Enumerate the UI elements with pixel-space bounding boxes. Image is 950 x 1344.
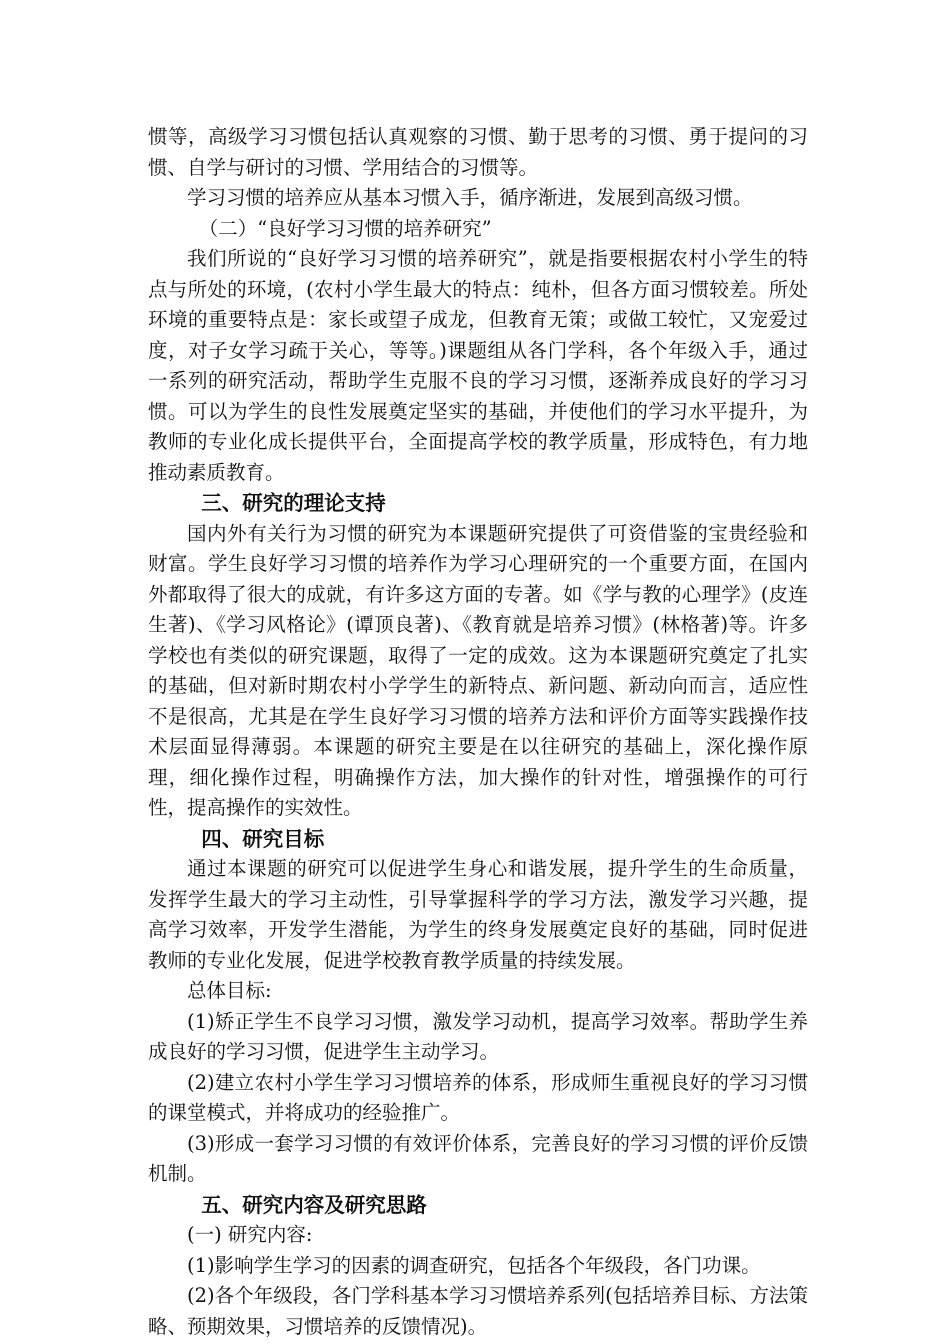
paragraph-habit-cultivation: 学习习惯的培养应从基本习惯入手，循序渐进，发展到高级习惯。 (187, 186, 753, 209)
content-item-2: (2)各个年级段，各门学科基本学习习惯培养系列(包括培养目标、方法策略、预期效果，习惯培养的反馈情况)。 (148, 1284, 808, 1338)
section-heading-5: 五、研究内容及研究思路 (201, 1192, 427, 1217)
overall-goal-label: 总体目标: (187, 979, 272, 1002)
subsection-title-2: （二）“良好学习习惯的培养研究” (198, 216, 492, 240)
subsection-title-content: (一) 研究内容: (187, 1223, 313, 1246)
section-heading-3: 三、研究的理论支持 (201, 491, 386, 515)
goal-item-2: (2)建立农村小学生学习习惯培养的体系，形成师生重视良好的学习习惯的课堂模式，并将成功的经验推广。 (148, 1070, 808, 1124)
paragraph-theory-support: 国内外有关行为习惯的研究为本课题研究提供了可资借鉴的宝贵经验和财富。学生良好学习习惯的培养作为学习心理研究的一个重要方面，在国内外都取得了很大的成就，有许多这方面的专著。如《学与教的心理学》(皮连生著)、《学习风格论》(谭顶良著)、《教育就是培养习惯》(林格著)等。许多学校也有类似的研究课题，取得了一定的成效。这为本课题研究奠定了扎实的基础，但对新时期农村小学学生的新特点、新问题、新动向而言，适应性不是很高，尤其是在学生良好学习习惯的培养方法和评价方面等实践操作技术层面显得薄弱。本课题的研究主要是在以往研究的基础上，深化操作原理，细化操作过程，明确操作方法，加大操作的针对性，增强操作的可行性，提高操作的实效性。 (148, 521, 808, 819)
paragraph-advanced-habits: 惯等，高级学习习惯包括认真观察的习惯、勤于思考的习惯、勇于提问的习惯、自学与研讨的习惯、学用结合的习惯等。 (148, 125, 808, 179)
goal-item-1: (1)矫正学生不良学习习惯，激发学习动机，提高学习效率。帮助学生养成良好的学习习惯，促进学生主动学习。 (148, 1009, 808, 1063)
content-item-1: (1)影响学生学习的因素的调查研究，包括各个年级段，各门功课。 (187, 1253, 761, 1277)
goal-item-3: (3)形成一套学习习惯的有效评价体系，完善良好的学习习惯的评价反馈机制。 (148, 1131, 808, 1185)
paragraph-research-goal: 通过本课题的研究可以促进学生身心和谐发展，提升学生的生命质量，发挥学生最大的学习主动性，引导掌握科学的学习方法，激发学习兴趣，提高学习效率，开发学生潜能，为学生的终身发展奠定良好的基础，同时促进教师的专业化发展，促进学校教育教学质量的持续发展。 (148, 857, 808, 972)
section-heading-4: 四、研究目标 (201, 826, 325, 851)
paragraph-research-definition: 我们所说的“良好学习习惯的培养研究”，就是指要根据农村小学生的特点与所处的环境，(农村小学生最大的特点：纯朴，但各方面习惯较差。所处环境的重要特点是：家长或望子成龙，但教育无策；或做工较忙，又宠爱过度，对子女学习疏于关心，等等。)课题组从各门学科，各个年级入手，通过一系列的研究活动，帮助学生克服不良的学习习惯，逐渐养成良好的学习习惯。可以为学生的良性发展奠定坚实的基础，并使他们的学习水平提升，为教师的专业化成长提供平台，全面提高学校的教学质量，形成特色，有力地推动素质教育。 (148, 247, 808, 484)
document-page (148, 122, 808, 1342)
